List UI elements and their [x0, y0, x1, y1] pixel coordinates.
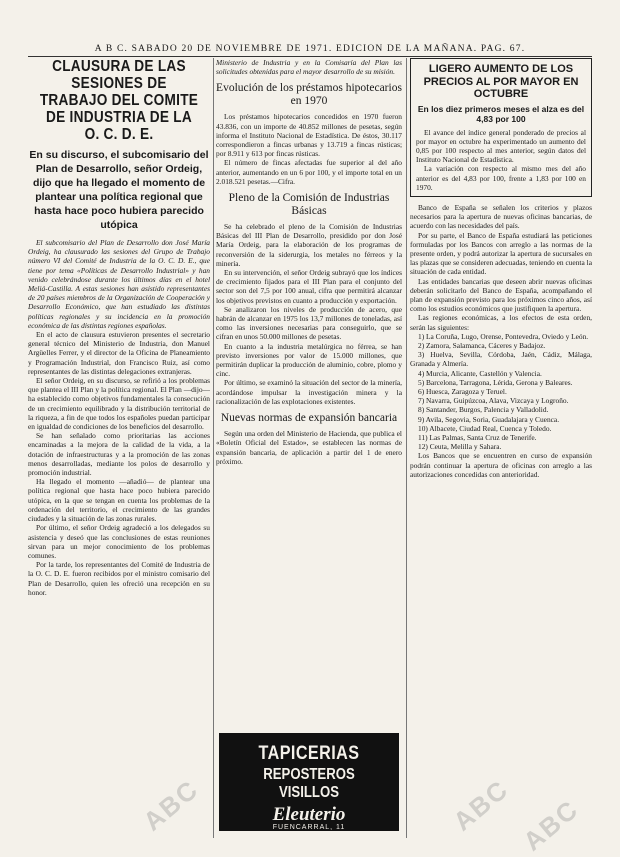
paragraph: Las entidades bancarias que deseen abrir nuevas oficinas deberán solicitarlo del Banco de España, acompañando el plan de expansión previsto para los próximos cinco años, así como los estudios económicos que justifiquen la apertura.: [410, 276, 592, 314]
paragraph: El subcomisario del Plan de Desarrollo don José María Ordeig, ha clausurado las sesiones del Grupo de Trabajo número VI del Comité de Industria de la O. C. D. E., que tiene por tema «Políticas de Desarrollo Industrial» y han venido celebrándose durante los últimos días en el hotel Meliá-Castilla. A estas sesiones han asistido representantes de 20 países miembros de la Organización de Cooperación y Desarrollo Económico, que han estudiado las distintas políticas regionales y su incidencia en la promoción económica de las distintas regiones españolas.: [28, 238, 210, 330]
paragraph: 1) La Coruña, Lugo, Orense, Pontevedra, Oviedo y León.: [418, 331, 589, 341]
column-rule: [406, 58, 407, 838]
headline-ocde: CLAUSURA DE LAS SESIONES DE TRABAJO DEL COMITE DE INDUSTRIA DE LA O. C. D. E.: [39, 58, 199, 143]
article-body: [416, 128, 586, 192]
paragraph: El número de fincas afectadas fue superior al del año anterior, aumentando en un 6 por 100, y el importe total en un 2.018.521 pesetas.—Cifra.: [216, 158, 402, 186]
paragraph: Las regiones económicas, a los efectos de esta orden, serán las siguientes:: [410, 313, 592, 332]
paragraph: 11) Las Palmas, Santa Cruz de Tenerife.: [418, 433, 537, 442]
subhead-expansion-bancaria: Nuevas normas de expansión bancaria: [220, 412, 398, 425]
ad-line-2: REPOSTEROS VISILLOS: [263, 766, 355, 801]
paragraph: En el acto de clausura estuvieron presentes el secretario general técnico del Ministerio de Industria, don Manuel Argüelles Ferrer, y el director de la Oficina de Planeamiento y Programación Industrial, don Francisco Ruiz, así como representantes de las distintas delegaciones extranjeras.: [28, 330, 210, 376]
ad-address: FUENCARRAL, 11: [272, 824, 346, 831]
paragraph: Los préstamos hipotecarios concedidos en 1970 fueron 43.836, con un importe de 40.852 millones de pesetas, según informa el Instituto Nacional de Estadística. De éstos, 30.117 correspondieron a fincas urbanas y 13.719 a fincas rústicas; por 8.911 y 613 por fincas rústicas.: [216, 112, 402, 159]
paragraph: 5) Barcelona, Tarragona, Lérida, Gerona y Baleares.: [418, 377, 573, 387]
paragraph: Se han señalado como prioritarias las acciones encaminadas a la mejora de la calidad de la vida, a la dotación de infraestructuras y a la promoción de las zonas menos desarrolladas, mediante los polos de desarrollo y promoción industrial.: [28, 431, 210, 478]
deck-ordeig: En su discurso, el subcomisario del Plan de Desarrollo, señor Ordeig, dijo que ha llegado el momento de plantear una política regional que hasta hace poco hubiera parecido utópica: [29, 149, 209, 231]
paragraph: Según una orden del Ministerio de Hacienda, que publica el «Boletín Oficial del Estado», se establecen las normas de expansión bancaria, de aplicación a partir del 1 de enero próximo.: [216, 429, 402, 466]
headline-precios: LIGERO AUMENTO DE LOS PRECIOS AL POR MAYOR EN OCTUBRE: [423, 63, 579, 100]
column-rule: [213, 58, 214, 838]
paragraph: Por su parte, el Banco de España estudiará las peticiones formuladas por los Bancos con arreglo a las normas de la presente orden, y podrá autorizar la apertura de sucursales en las plazas que se consideren adecuadas, teniendo en cuenta la situación de cada entidad.: [410, 230, 592, 277]
ad-brand: Eleuterio: [272, 804, 346, 825]
article-body: [410, 203, 592, 479]
paragraph: Ha llegado el momento —añadió— de plantear una política regional que hasta hace poco hubiera parecido utópica, en la que se tengan en cuenta los problemas de la ordenación del territorio, el crecimiento de las grandes ciudades y la situación de las zonas rurales.: [28, 477, 210, 524]
paragraph: 2) Zamora, Salamanca, Cáceres y Badajoz.: [418, 340, 546, 350]
paragraph: 8) Santander, Burgos, Palencia y Valladolid.: [418, 405, 549, 415]
paragraph: El avance del índice general ponderado de precios al por mayor en octubre ha experimentado un aumento del 0,85 por 100 respecto al mes anterior, según datos del Instituto Nacional de Estadística.: [416, 127, 586, 165]
column-left: [28, 58, 210, 838]
paragraph: 12) Ceuta, Melilla y Sahara.: [418, 442, 502, 452]
paragraph: 3) Huelva, Sevilla, Córdoba, Jaén, Cádiz, Málaga, Granada y Almería.: [410, 350, 592, 369]
paragraph: 7) Navarra, Guipúzcoa, Alava, Vizcaya y Logroño.: [418, 396, 569, 406]
paragraph: En cuanto a la industria metalúrgica no férrea, se han previsto inversiones por valor de 15.000 millones, que permitirán duplicar la producción de aluminio, cobre, plomo y cinc.: [216, 341, 402, 379]
watermark-stamp: ABC: [447, 773, 515, 837]
paragraph: Por último, el señor Ordeig agradeció a los delegados su asistencia y deseó que las conclusiones de estas reuniones sirvan para un mejor conocimiento de los problemas comunes.: [28, 523, 210, 560]
paragraph: Se ha celebrado el pleno de la Comisión de Industrias Básicas del III Plan de Desarrollo, presidido por don José María Ordeig, para la elaboración de los programas de reconversión de la siderurgia, los metales no férreos y la minería.: [216, 222, 402, 268]
article-body: [216, 222, 402, 406]
deck-precios: En los diez primeros meses el alza es del 4,83 por 100: [417, 103, 585, 124]
column-right: [410, 58, 592, 838]
watermark-stamp: ABC: [517, 793, 585, 857]
watermark-stamp: ABC: [137, 773, 205, 837]
column-middle: [216, 58, 402, 838]
paragraph: Banco de España se señalen los criterios y plazos necesarios para la apertura de nuevas oficinas bancarias, de acuerdo con las necesidades del país.: [410, 202, 592, 231]
article-body: [28, 238, 210, 597]
article-body: [216, 429, 402, 466]
paragraph: El señor Ordeig, en su discurso, se refirió a los problemas que plantea el III Plan y la política regional. El Plan —dijo— ha establecido como objetivos fundamentales la consecución de un crecimiento equilibrado y la distribución territorial de la riqueza, a fin de que todos los españoles puedan participar en igualdad de condiciones de los beneficios del desarrollo.: [28, 376, 210, 432]
paragraph: Por la tarde, los representantes del Comité de Industria de la O. C. D. E. fueron recibidos por el ministro comisario del Plan de Desarrollo, quien les ofreció una recepción en su honor.: [28, 560, 210, 597]
subhead-industrias-basicas: Pleno de la Comisión de Industrias Básicas: [228, 192, 390, 218]
paragraph: Los Bancos que se encuentren en curso de expansión podrán continuar la apertura de oficinas con arreglo a las autorizaciones concedidas con anterioridad.: [410, 451, 592, 479]
ad-line-1: TAPICERIAS: [258, 743, 360, 764]
paragraph: 9) Avila, Segovia, Soria, Guadalajara y Cuenca.: [418, 414, 560, 424]
article-body: [216, 112, 402, 186]
boxed-article-precios: [410, 58, 592, 197]
advertisement-tapicerias: [219, 733, 399, 831]
paragraph: 6) Huesca, Zaragoza y Teruel.: [418, 386, 507, 396]
subhead-prestamos: Evolución de los préstamos hipotecarios en 1970: [216, 82, 402, 108]
paragraph: 10) Albacete, Ciudad Real, Cuenca y Toledo.: [418, 423, 552, 433]
paragraph: Por último, se examinó la situación del sector de la minería, acordándose impulsar la investigación minera y la racionalización de las explotaciones existentes.: [216, 378, 402, 406]
paragraph: La variación con respecto al mismo mes del año anterior es del 4,83 por 100, frente a 1,83 por 100 en 1970.: [416, 164, 586, 192]
paragraph: Se analizaron los niveles de producción de acero, que habrán de alcanzar en 1975 los 13,7 millones de toneladas, así como las inversiones necesarias para conseguirlo, que se cifran en unos 50.000 millones de pesetas.: [216, 304, 402, 342]
running-head: A B C. SABADO 20 DE NOVIEMBRE DE 1971. EDICION DE LA MAÑANA. PAG. 67.: [28, 44, 592, 57]
paragraph: En su intervención, el señor Ordeig subrayó que los índices de crecimiento fijados para el III Plan para el conjunto del sector son del 7,5 por 100 anual, cifra que permitirá alcanzar los objetivos previstos en cuanto a producción y exportación.: [216, 268, 402, 305]
intro-italic: Ministerio de Industria y en la Comisaría del Plan las solicitudes obtenidas para el mayor desarrollo de su misión.: [216, 58, 402, 77]
paragraph: 4) Murcia, Alicante, Castellón y Valencia.: [418, 368, 542, 378]
